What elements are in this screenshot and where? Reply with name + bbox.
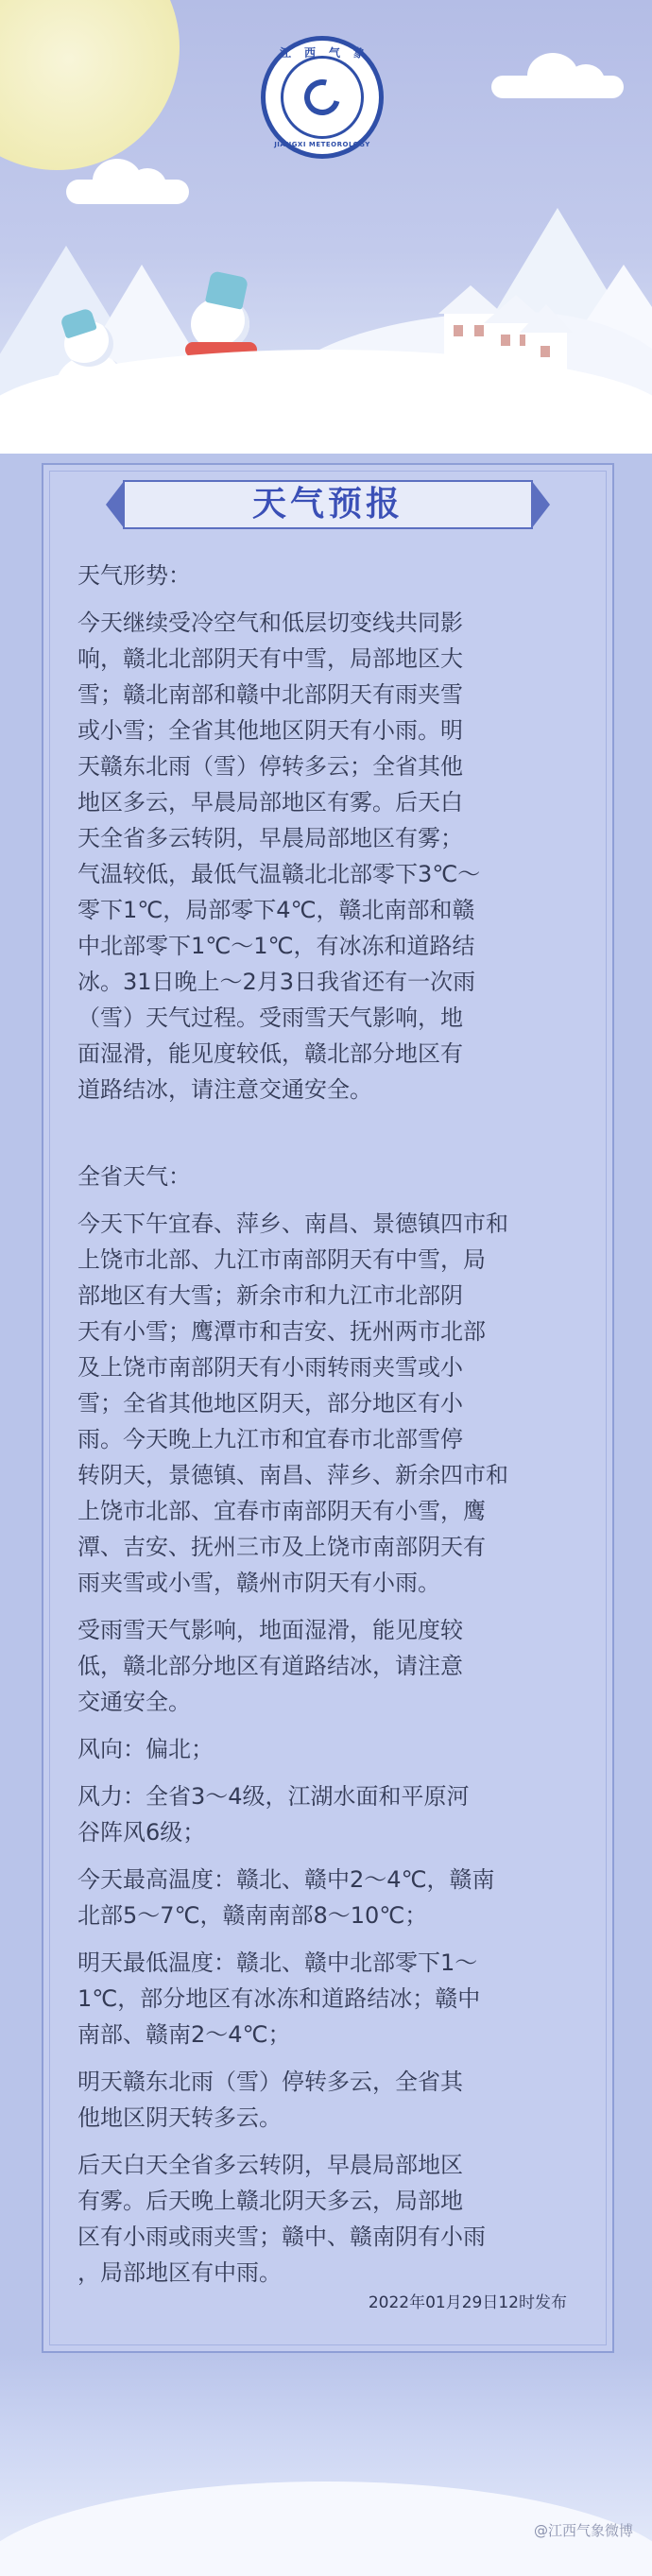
text-line: 天赣东北雨（雪）停转多云；全省其他 <box>77 753 463 780</box>
text-line: 今天最高温度：赣北、赣中2～4℃，赣南 <box>77 1866 495 1893</box>
text-line: 低，赣北部分地区有道路结冰，请注意 <box>77 1653 463 1679</box>
text-line: 天全省多云转阴，早晨局部地区有雾； <box>77 825 463 851</box>
text-line: 或小雪；全省其他地区阴天有小雨。明 <box>77 717 463 744</box>
weibo-credit: @江西气象微博 <box>533 2522 633 2539</box>
text-line: 道路结冰，请注意交通安全。 <box>77 1076 372 1103</box>
text-line: 及上饶市南部阴天有小雨转雨夹雪或小 <box>77 1354 463 1381</box>
logo-bottom-text: JIANGXI METEOROLOGY <box>274 141 370 148</box>
text-line: 转阴天，景德镇、南昌、萍乡、新余四市和 <box>77 1462 508 1488</box>
wind-direction: 风向：偏北； <box>77 1736 214 1762</box>
text-line: 雨夹雪或小雪，赣州市阴天有小雨。 <box>77 1570 440 1596</box>
day-after-weather <box>77 2147 588 2291</box>
text-line: 部地区有大雪；新余市和九江市北部阴 <box>77 1282 463 1309</box>
text-line: 面湿滑，能见度较低，赣北部分地区有 <box>77 1040 463 1067</box>
text-line: 他地区阴天转多云。 <box>77 2104 282 2131</box>
text-line: 受雨雪天气影响，地面湿滑，能见度较 <box>77 1617 463 1643</box>
cloud-decoration <box>66 180 189 204</box>
min-temperature <box>77 1945 588 2052</box>
text-line: ，局部地区有中雨。 <box>77 2259 282 2286</box>
text-line: 潭、吉安、抚州三市及上饶市南部阴天有 <box>77 1534 486 1560</box>
text-line: 雨。今天晚上九江市和宜春市北部雪停 <box>77 1426 463 1452</box>
wind-force <box>77 1778 588 1850</box>
text-line: 响，赣北北部阴天有中雪，局部地区大 <box>77 645 463 672</box>
page-title: 天气预报 <box>251 485 403 524</box>
forecast-content <box>77 558 588 2291</box>
text-line: 地区多云，早晨局部地区有雾。后天白 <box>77 789 463 816</box>
text-line: （雪）天气过程。受雨雪天气影响，地 <box>77 1005 463 1031</box>
text-line: 天有小雪；鹰潭市和吉安、抚州两市北部 <box>77 1318 486 1345</box>
text-line: 上饶市北部、宜春市南部阴天有小雪，鹰 <box>77 1498 486 1524</box>
text-line: 中北部零下1℃～1℃，有冰冻和道路结 <box>77 933 475 959</box>
forecast-card <box>42 463 614 2353</box>
logo-ring <box>281 56 364 139</box>
text-line: 谷阵风6级； <box>77 1819 206 1846</box>
moon-decoration <box>0 0 180 170</box>
text-line: 明天赣东北雨（雪）停转多云，全省其 <box>77 2069 463 2095</box>
text-line: 明天最低温度：赣北、赣中北部零下1～ <box>77 1949 478 1976</box>
text-line: 雪；全省其他地区阴天，部分地区有小 <box>77 1390 463 1417</box>
situation-heading: 天气形势： <box>77 562 191 589</box>
text-line: 区有小雨或雨夹雪；赣中、赣南阴有小雨 <box>77 2224 486 2250</box>
text-line: 零下1℃，局部零下4℃，赣北南部和赣 <box>77 897 475 923</box>
text-line: 气温较低，最低气温赣北北部零下3℃～ <box>77 861 481 887</box>
title-banner <box>106 476 550 533</box>
text-line: 南部、赣南2～4℃； <box>77 2021 291 2048</box>
text-line: 风力：全省3～4级，江湖水面和平原河 <box>77 1783 470 1810</box>
text-line: 交通安全。 <box>77 1689 191 1715</box>
safety-notice <box>77 1612 588 1720</box>
text-line: 有雾。后天晚上赣北阴天多云，局部地 <box>77 2188 463 2214</box>
text-line: 今天下午宜春、萍乡、南昌、景德镇四市和 <box>77 1211 508 1237</box>
max-temperature <box>77 1862 588 1933</box>
province-heading: 全省天气： <box>77 1163 191 1190</box>
text-line: 今天继续受冷空气和低层切变线共同影 <box>77 610 463 636</box>
province-forecast <box>77 1206 588 1601</box>
logo-top-text: 江西气象 <box>279 46 378 60</box>
publish-time: 2022年01月29日12时发布 <box>368 2293 567 2312</box>
meteorology-logo <box>261 36 384 159</box>
tomorrow-weather <box>77 2064 588 2136</box>
footer-illustration <box>0 2353 652 2576</box>
text-line: 冰。31日晚上～2月3日我省还有一次雨 <box>77 969 476 995</box>
text-line: 1℃，部分地区有冰冻和道路结冰；赣中 <box>77 1985 481 2012</box>
text-line: 上饶市北部、九江市南部阴天有中雪，局 <box>77 1246 486 1273</box>
text-line: 后天白天全省多云转阴，早晨局部地区 <box>77 2152 463 2178</box>
situation-text <box>77 605 588 1108</box>
header-illustration <box>0 0 652 454</box>
text-line: 雪；赣北南部和赣中北部阴天有雨夹雪 <box>77 681 463 708</box>
cloud-swirl-icon <box>298 73 347 122</box>
cloud-decoration <box>491 76 624 98</box>
text-line: 北部5～7℃，赣南南部8～10℃； <box>77 1902 428 1929</box>
